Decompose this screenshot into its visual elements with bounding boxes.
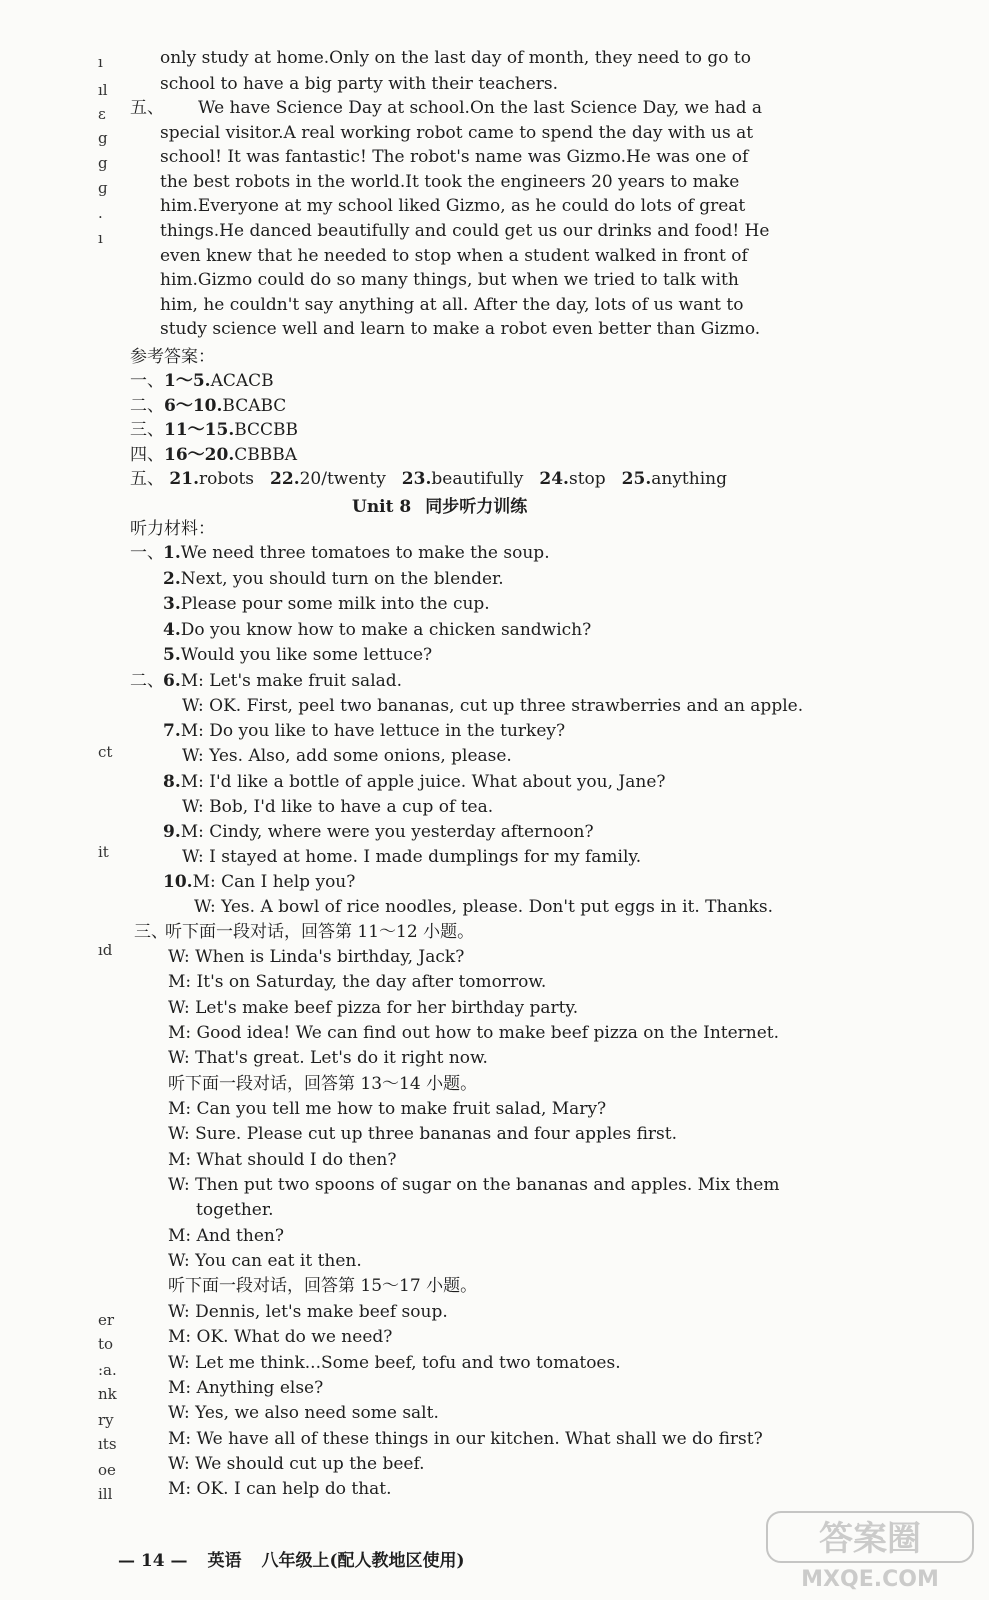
passage-line: only study at home.Only on the last day of month, they need to go to: [160, 48, 751, 68]
margin-fragment: ɡ: [98, 179, 108, 197]
dialog-text: M: Can I help you?: [192, 872, 356, 893]
answer-num: 23.: [401, 469, 432, 489]
margin-fragment: ıd: [98, 941, 113, 959]
dialog-line-m: [163, 719, 565, 743]
answer-row-5: [130, 467, 743, 491]
dialog-line-m: [163, 669, 402, 693]
dialog-line: W: We should cut up the beef.: [168, 1453, 425, 1474]
unit-title: 同步听力训练: [425, 497, 528, 517]
margin-fragment: ı: [98, 229, 103, 247]
margin-fragment: ill: [98, 1485, 113, 1503]
dialog-line: W: You can eat it then.: [168, 1250, 362, 1271]
answer-row: [130, 394, 286, 418]
answer-item: [169, 469, 254, 489]
margin-fragment: ɛ: [98, 105, 106, 123]
dialog-text: M: Do you like to have lettuce in the turkey?: [180, 721, 566, 742]
page-number: — 14 —: [118, 1551, 188, 1571]
dialog-text: M: Let's make fruit salad.: [180, 671, 403, 691]
passage-line: him.Everyone at my school liked Gizmo, as he could do lots of great: [160, 196, 746, 217]
dialog-line-m: [163, 770, 666, 794]
dialog-line: W: Let me think...Some beef, tofu and two tomatoes.: [168, 1352, 621, 1373]
dialog-line-w: W: I stayed at home. I made dumplings for my family.: [182, 846, 642, 867]
watermark-title: 答案圈: [819, 1519, 921, 1559]
dialog-line: W: Then put two spoons of sugar on the bananas and apples. Mix them: [168, 1174, 780, 1195]
watermark-logo: [765, 1510, 975, 1592]
dialog-line: M: It's on Saturday, the day after tomorrow.: [168, 972, 547, 993]
unit-heading: [352, 492, 527, 517]
answer-value: BCABC: [222, 395, 287, 416]
margin-fragment: ıl: [98, 81, 108, 99]
dialog-line: M: Can you tell me how to make fruit salad, Mary?: [168, 1099, 607, 1119]
item-text: We need three tomatoes to make the soup.: [180, 543, 550, 563]
passage-line: study science well and learn to make a robot even better than Gizmo.: [160, 319, 761, 340]
answer-num: 21.: [169, 469, 199, 489]
item-number: 3.: [163, 594, 181, 615]
answer-range: 1～5.: [164, 371, 211, 391]
answer-text: beautifully: [431, 469, 524, 489]
dialog-line: M: OK. What do we need?: [168, 1327, 393, 1348]
dialog-line: M: Anything else?: [168, 1377, 324, 1398]
margin-fragment: nk: [98, 1385, 117, 1403]
margin-fragment: ry: [98, 1411, 114, 1429]
dialog-line-m: [163, 870, 355, 894]
dialog-text: M: Cindy, where were you yesterday afternoon?: [180, 821, 594, 842]
dialog-line-w: W: OK. First, peel two bananas, cut up three strawberries and an apple.: [182, 696, 804, 716]
passage-line: even knew that he needed to stop when a student walked in front of: [160, 245, 748, 266]
dialog-line-w: W: Bob, I'd like to have a cup of tea.: [182, 796, 494, 817]
answer-label: 五、: [130, 469, 164, 489]
listening-sentence: [163, 592, 490, 616]
item-number: 10.: [163, 872, 193, 893]
answer-range: 6～10.: [164, 395, 223, 416]
answer-value: BCCBB: [234, 420, 299, 440]
dialog-line: together.: [196, 1200, 274, 1221]
answer-item: [539, 469, 605, 489]
dialog-line: W: That's great. Let's do it right now.: [168, 1048, 488, 1069]
dialog-line: W: Dennis, let's make beef soup.: [168, 1302, 448, 1322]
answer-range: 11～15.: [164, 420, 235, 440]
answer-item: [402, 469, 524, 489]
margin-fragment: .: [98, 204, 103, 222]
margin-fragment: g: [98, 154, 108, 172]
item-number: 4.: [163, 619, 181, 640]
unit-name: Unit 8: [352, 497, 412, 517]
dialog-line: M: We have all of these things in our kitchen. What shall we do first?: [168, 1428, 763, 1449]
listening-sentence: [163, 618, 591, 642]
margin-fragment: ct: [98, 743, 113, 761]
margin-fragment: ı: [98, 53, 103, 71]
answer-num: 22.: [270, 469, 300, 489]
dialog-line: M: Good idea! We can find out how to make beef pizza on the Internet.: [168, 1022, 780, 1043]
answer-row: [130, 369, 274, 393]
watermark-url: MXQE.COM: [801, 1567, 939, 1592]
item-text: Next, you should turn on the blender.: [180, 568, 504, 589]
passage-line: him, he couldn't say anything at all. After the day, lots of us want to: [160, 294, 744, 315]
margin-fragment: it: [98, 843, 109, 861]
item-number: 9.: [163, 821, 181, 842]
margin-fragment: er: [98, 1311, 115, 1329]
materials-title: 听力材料：: [130, 519, 215, 539]
listening-sentence: [163, 643, 432, 667]
answer-label: 一、: [130, 371, 164, 391]
passage-line: We have Science Day at school.On the last Science Day, we had a: [198, 98, 763, 118]
answer-item: [622, 469, 727, 489]
answer-row: [130, 443, 297, 467]
answer-text: 20/twenty: [299, 469, 386, 489]
item-number: 5.: [163, 645, 181, 666]
item-number: 8.: [163, 771, 181, 792]
part-label: 三、: [134, 922, 168, 942]
dialog-line-m: [163, 820, 594, 844]
instruction: 听下面一段对话，回答第 11～12 小题。: [165, 922, 475, 942]
passage-line: him.Gizmo could do so many things, but when we tried to talk with: [160, 270, 739, 291]
margin-fragment: g: [98, 129, 108, 147]
answer-item: [270, 469, 386, 489]
section-label: 五、: [130, 98, 164, 118]
listening-sentence: [163, 541, 550, 565]
footer-subject: 英语: [207, 1551, 242, 1571]
dialog-line: M: What should I do then?: [168, 1149, 397, 1170]
passage-line: the best robots in the world.It took the engineers 20 years to make: [160, 171, 740, 192]
dialog-line: W: Let's make beef pizza for her birthday party.: [168, 997, 579, 1018]
answer-num: 24.: [539, 469, 569, 489]
dialog-line: W: Yes, we also need some salt.: [168, 1403, 439, 1424]
dialog-line: M: And then?: [168, 1225, 284, 1246]
dialog-line: W: When is Linda's birthday, Jack?: [168, 947, 465, 967]
instruction: 听下面一段对话，回答第 13～14 小题。: [168, 1074, 478, 1094]
answer-value: CBBBA: [234, 444, 297, 465]
listening-sentence: [163, 567, 504, 591]
dialog-line: M: OK. I can help do that.: [168, 1479, 392, 1500]
item-number: 7.: [163, 721, 181, 742]
margin-fragment: oe: [98, 1461, 116, 1479]
item-text: Do you know how to make a chicken sandwich?: [180, 619, 592, 640]
answer-range: 16～20.: [164, 444, 235, 465]
answer-label: 三、: [130, 420, 164, 440]
item-text: Please pour some milk into the cup.: [180, 594, 490, 615]
answers-title: 参考答案：: [130, 347, 215, 367]
dialog-line-w: W: Yes. A bowl of rice noodles, please. Don't put eggs in it. Thanks.: [194, 897, 773, 918]
part-label: 一、: [130, 543, 164, 563]
passage-line: things.He danced beautifully and could get us our drinks and food! He: [160, 221, 770, 241]
margin-fragment: to: [98, 1335, 114, 1353]
answer-label: 二、: [130, 395, 164, 416]
passage-line: special visitor.A real working robot came to spend the day with us at: [160, 122, 754, 143]
instruction: 听下面一段对话，回答第 15～17 小题。: [168, 1276, 478, 1296]
dialog-text: M: I'd like a bottle of apple juice. What about you, Jane?: [180, 771, 666, 792]
passage-line: school! It was fantastic! The robot's name was Gizmo.He was one of: [160, 147, 749, 168]
item-number: 2.: [163, 568, 181, 589]
answer-num: 25.: [621, 469, 652, 489]
answer-label: 四、: [130, 444, 164, 465]
answer-value: ACACB: [210, 371, 274, 391]
footer-grade: 八年级上(配人教地区使用): [261, 1551, 465, 1571]
item-text: Would you like some lettuce?: [180, 645, 433, 666]
item-number: 6.: [163, 671, 181, 691]
answer-row: [130, 418, 298, 442]
margin-fragment: :a.: [98, 1361, 117, 1379]
margin-fragment: ıts: [98, 1435, 117, 1453]
dialog-line: W: Sure. Please cut up three bananas and four apples first.: [168, 1124, 677, 1145]
answer-text: stop: [568, 469, 606, 489]
page-footer: [118, 1546, 465, 1571]
passage-line: school to have a big party with their teachers.: [160, 74, 559, 94]
dialog-line-w: W: Yes. Also, add some onions, please.: [182, 746, 512, 767]
part-label: 二、: [130, 671, 164, 691]
answer-text: anything: [651, 469, 727, 489]
item-number: 1.: [163, 543, 181, 563]
answer-text: robots: [198, 469, 255, 489]
